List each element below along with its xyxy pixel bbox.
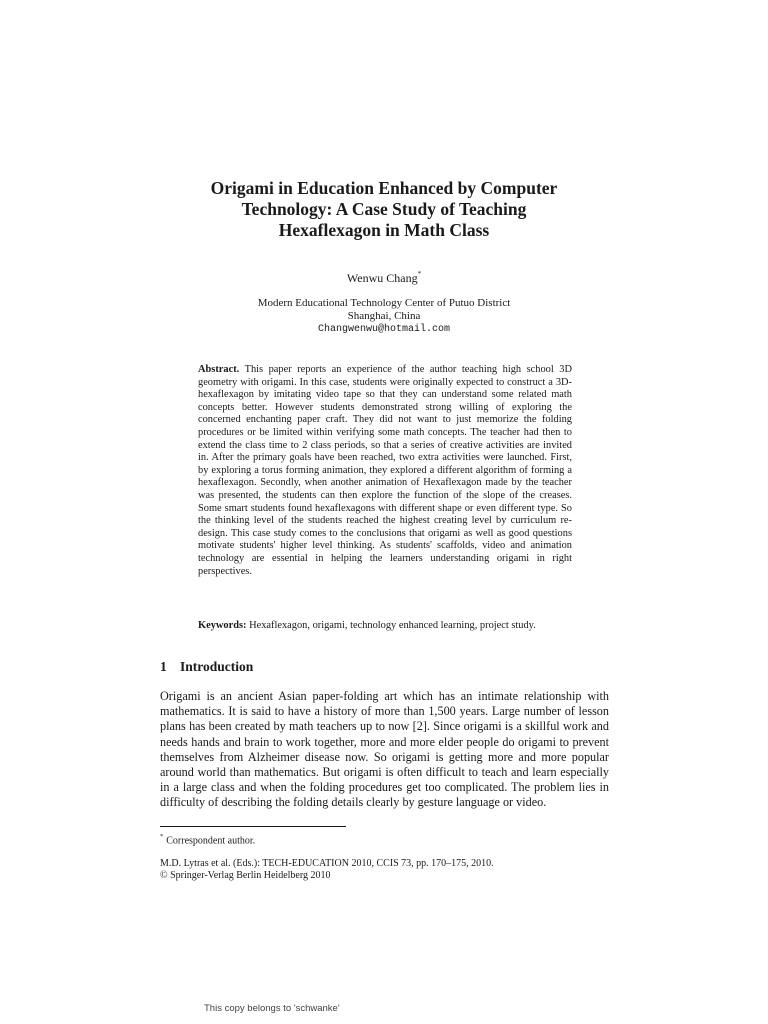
keywords bbox=[198, 619, 572, 632]
section-heading bbox=[160, 659, 253, 675]
copyright-line: © Springer-Verlag Berlin Heidelberg 2010 bbox=[160, 870, 331, 881]
section-number: 1 bbox=[160, 659, 167, 674]
affiliation bbox=[160, 297, 608, 336]
author-footnote-mark: * bbox=[417, 270, 422, 278]
affiliation-line: Modern Educational Technology Center of Putuo District bbox=[257, 297, 511, 309]
ownership-watermark: This copy belongs to 'schwanke' bbox=[204, 1003, 340, 1014]
footnote-mark: * bbox=[160, 833, 164, 840]
author-email: Changwenwu@hotmail.com bbox=[317, 324, 451, 335]
keywords-label: Keywords: bbox=[198, 620, 247, 631]
keywords-text: Hexaflexagon, origami, technology enhanced learning, project study. bbox=[249, 620, 536, 631]
citation-block bbox=[160, 858, 494, 882]
abstract bbox=[198, 364, 572, 578]
footnote-divider bbox=[160, 826, 346, 827]
paper-title bbox=[160, 178, 608, 241]
abstract-text: This paper reports an experience of the author teaching high school 3D geometry with origami. In this case, students were originally expected to construct a 3D-hexaflexagon by imitating video tape so that they can understand some related math concepts better. However students demonstrated strong willing of exploring the concerned enchanting paper craft. They did not want to just memorize the folding procedures or be limited within verifying some math concepts. The teacher had then to extend the class time to 2 class periods, so that a series of creative activities are invited in. After the primary goals have been reached, two extra activities were launched. First, by exploring a torus forming animation, they explored a different algorithm of forming a hexaflexagon. Secondly, when another animation of Hexaflexagon made by the teacher was presented, the students can then explore the function of the slope of the creases. Some smart students found hexaflexagons with different shape or even different type. So the thinking level of the students reached the highest creating level by curriculum re-design. This case study comes to the conclusions that origami as well as good questions motivate students' higher level thinking. As students' scaffolds, video and animation technology are essential in helping the learners understanding origami in right perspectives. bbox=[198, 364, 572, 577]
title-line: Origami in Education Enhanced by Computer bbox=[210, 178, 558, 198]
footnote-text: Correspondent author. bbox=[166, 835, 256, 847]
title-line: Hexaflexagon in Math Class bbox=[278, 220, 490, 240]
introduction-paragraph: Origami is an ancient Asian paper-folding art which has an intimate relationship with mathematics. It is said to have a history of more than 1,500 years. Large number of lesson plans has been created by math teachers up to now [2]. Since origami is a skillful work and needs hands and brain to work together, more and more elder people do origami to prevent themselves from Alzheimer disease now. So origami is getting more and more popular around world than mathematics. But origami is often difficult to teach and learn especially in a large class and when the folding procedures get too complicated. The problem lies in difficulty of describing the folding details clearly by gesture language or video. bbox=[160, 689, 609, 810]
author-name: Wenwu Chang bbox=[346, 271, 418, 285]
footnote bbox=[160, 831, 255, 847]
section-title: Introduction bbox=[180, 659, 254, 674]
citation-line: M.D. Lytras et al. (Eds.): TECH-EDUCATION 2010, CCIS 73, pp. 170–175, 2010. bbox=[160, 858, 494, 869]
affiliation-line: Shanghai, China bbox=[347, 310, 421, 322]
author-line bbox=[160, 268, 608, 285]
abstract-label: Abstract. bbox=[198, 364, 240, 375]
title-line: Technology: A Case Study of Teaching bbox=[241, 199, 527, 219]
